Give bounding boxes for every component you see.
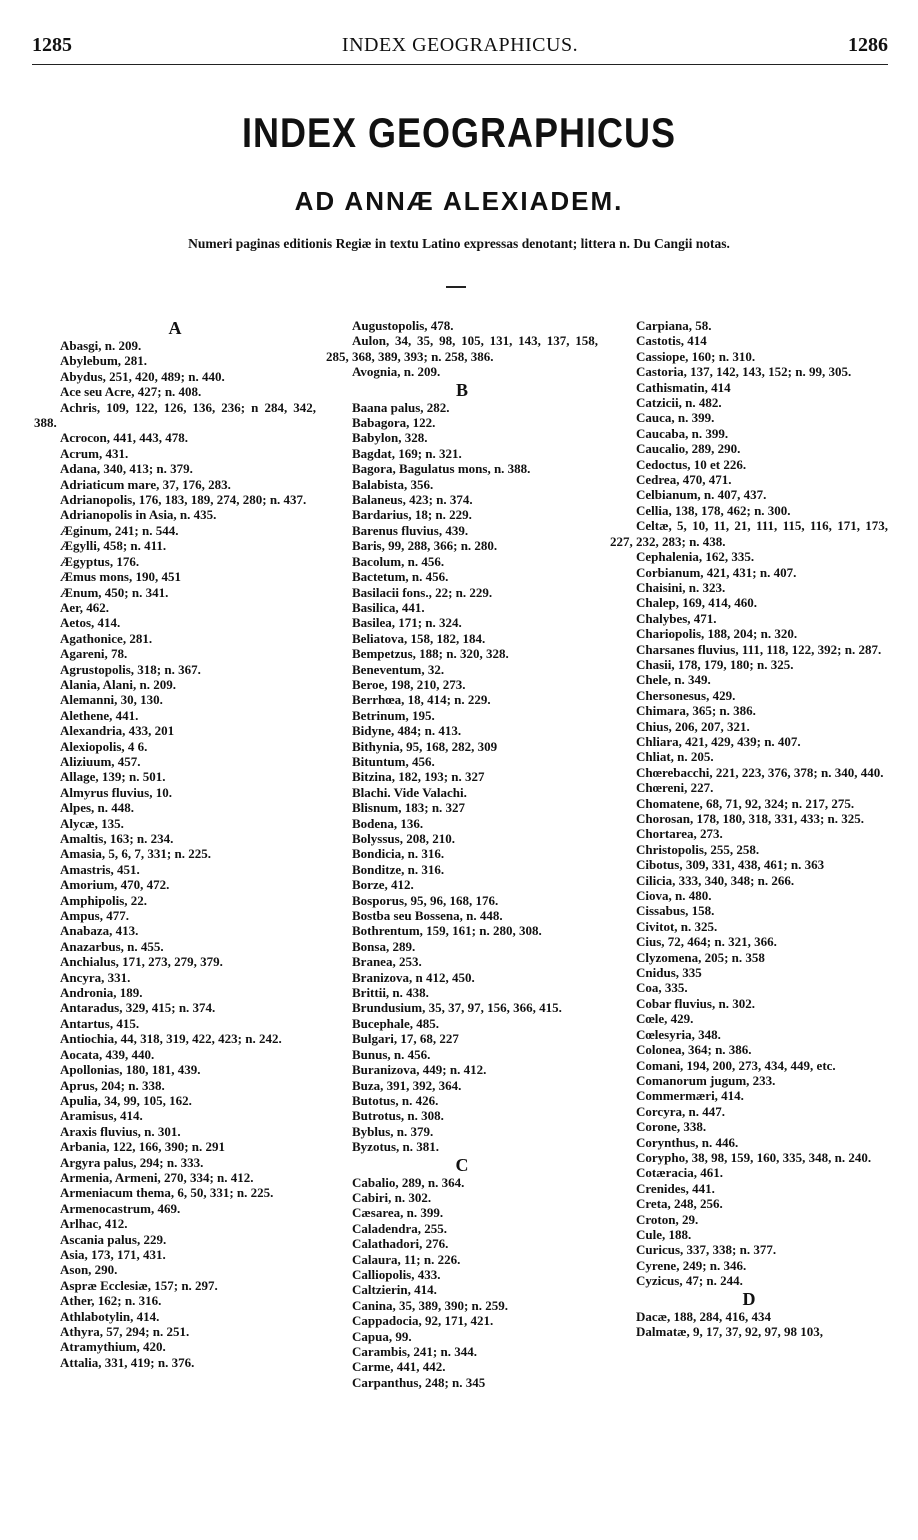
- index-entry: Bithynia, 95, 168, 282, 309: [352, 738, 498, 754]
- index-entry: Bagdat, 169; n. 321.: [352, 445, 462, 461]
- index-entry: Adrianopolis, 176, 183, 189, 274, 280; n. 437.: [60, 492, 307, 508]
- index-entry: Chius, 206, 207, 321.: [636, 718, 750, 734]
- index-entry: Chliat, n. 205.: [636, 749, 714, 765]
- index-entry: Arlhac, 412.: [60, 1216, 128, 1232]
- index-entry: Anazarbus, n. 455.: [60, 938, 164, 954]
- index-entry: Bunus, n. 456.: [352, 1046, 431, 1062]
- index-entry: Basilea, 171; n. 324.: [352, 615, 462, 631]
- index-entry: Cotæracia, 461.: [636, 1165, 724, 1181]
- index-entry: Chomatene, 68, 71, 92, 324; n. 217, 275.: [636, 795, 855, 811]
- index-entry: Caucalio, 289, 290.: [636, 441, 741, 457]
- index-entry: Attalia, 331, 419; n. 376.: [60, 1354, 195, 1370]
- index-entry: Castoria, 137, 142, 143, 152; n. 99, 305.: [636, 364, 852, 380]
- index-entry: Acrocon, 441, 443, 478.: [60, 430, 188, 446]
- index-entry: Ænum, 450; n. 341.: [60, 584, 169, 600]
- index-entry: Ægyptus, 176.: [60, 553, 140, 569]
- index-entry: Bempetzus, 188; n. 320, 328.: [352, 646, 509, 662]
- index-entry: Colonea, 364; n. 386.: [636, 1042, 752, 1058]
- index-entry: Andronia, 189.: [60, 985, 143, 1001]
- index-entry: Cabiri, n. 302.: [352, 1189, 432, 1205]
- index-entry: Anabaza, 413.: [60, 923, 139, 939]
- index-entry: Abasgi, n. 209.: [60, 338, 142, 353]
- index-entry: Alexandria, 433, 201: [60, 723, 175, 739]
- index-entry: Betrinum, 195.: [352, 707, 435, 723]
- index-entry: Baana palus, 282.: [352, 399, 450, 415]
- index-entry: Avognia, n. 209.: [352, 364, 441, 380]
- editorial-note: Numeri paginas editionis Regiæ in textu Latino expressas denotant; littera n. Du Cangii notas.: [188, 236, 730, 251]
- index-entry: Bolyssus, 208, 210.: [352, 831, 455, 846]
- page-number-left: 1285: [32, 34, 72, 56]
- index-entry: Alemanni, 30, 130.: [60, 692, 163, 708]
- index-entry: Ason, 290.: [60, 1262, 118, 1278]
- index-entry: Chimara, 365; n. 386.: [636, 703, 756, 719]
- index-entry: Butotus, n. 426.: [352, 1092, 439, 1108]
- index-entry: Bondicia, n. 316.: [352, 846, 445, 862]
- index-entry: Beneventum, 32.: [352, 661, 445, 677]
- index-entry: Coa, 335.: [636, 980, 688, 996]
- index-entry: Achris, 109, 122, 126, 136, 236; n 284, 342, 388.: [34, 399, 316, 431]
- index-entry: Buza, 391, 392, 364.: [352, 1077, 462, 1093]
- index-entry: Cyrene, 249; n. 346.: [636, 1257, 747, 1273]
- index-entry: Abydus, 251, 420, 489; n. 440.: [60, 368, 225, 384]
- index-entry: Amasia, 5, 6, 7, 331; n. 225.: [60, 846, 211, 862]
- index-entry: Cedrea, 470, 471.: [636, 472, 732, 488]
- index-entry: Aulon, 34, 35, 98, 105, 131, 143, 137, 158, 285, 368, 389, 393; n. 258, 386.: [326, 333, 598, 364]
- index-entry: Armenia, Armeni, 270, 334; n. 412.: [60, 1169, 254, 1185]
- index-entry: Branea, 253.: [352, 954, 422, 970]
- index-entry: Baris, 99, 288, 366; n. 280.: [352, 538, 498, 554]
- index-entry: Aetos, 414.: [60, 615, 121, 631]
- index-entry: Butrotus, n. 308.: [352, 1108, 444, 1124]
- index-entry: Curicus, 337, 338; n. 377.: [636, 1242, 777, 1258]
- index-entry: Brundusium, 35, 37, 97, 156, 366, 415.: [352, 1000, 562, 1016]
- header-rule: [32, 64, 888, 65]
- index-entry: Carpiana, 58.: [636, 318, 712, 333]
- index-entry: Clyzomena, 205; n. 358: [636, 949, 765, 965]
- index-entry: Catzicii, n. 482.: [636, 395, 722, 411]
- index-entry: Adriaticum mare, 37, 176, 283.: [60, 476, 231, 492]
- index-entry: Alycæ, 135.: [60, 815, 124, 831]
- index-entry: Chortarea, 273.: [636, 826, 723, 842]
- index-entry: Bactetum, n. 456.: [352, 569, 449, 585]
- index-entry: Bonsa, 289.: [352, 938, 416, 954]
- index-entry: Bodena, 136.: [352, 815, 424, 831]
- index-entry: Creta, 248, 256.: [636, 1196, 723, 1212]
- index-entry: Civitot, n. 325.: [636, 918, 718, 934]
- title-dash: [446, 286, 466, 288]
- index-entry: Basilacii fons., 22; n. 229.: [352, 584, 493, 600]
- index-entry: Cule, 188.: [636, 1226, 692, 1242]
- index-entry: Celtæ, 5, 10, 11, 21, 111, 115, 116, 171, 173, 227, 232, 283; n. 438.: [610, 518, 888, 549]
- index-entry: Corcyra, n. 447.: [636, 1103, 725, 1119]
- index-entry: Bonditze, n. 316.: [352, 861, 445, 877]
- index-entry: Cauca, n. 399.: [636, 410, 715, 426]
- index-entry: Ancyra, 331.: [60, 969, 131, 985]
- index-entry: Chliara, 421, 429, 439; n. 407.: [636, 733, 801, 749]
- index-entry: Corynthus, n. 446.: [636, 1134, 739, 1150]
- index-entry: Cabalio, 289, n. 364.: [352, 1174, 465, 1190]
- index-entry: Buranizova, 449; n. 412.: [352, 1062, 487, 1078]
- index-entry: Ciova, n. 480.: [636, 888, 712, 904]
- index-entry: Amaltis, 163; n. 234.: [60, 831, 174, 846]
- page-subtitle: AD ANNÆ ALEXIADEM.: [294, 186, 624, 216]
- index-entry: Ægylli, 458; n. 411.: [60, 538, 167, 554]
- index-entry: Araxis fluvius, n. 301.: [60, 1123, 181, 1139]
- index-entry: Capua, 99.: [352, 1328, 412, 1344]
- index-entry: Agrustopolis, 318; n. 367.: [60, 661, 201, 677]
- index-entry: Babylon, 328.: [352, 430, 428, 446]
- index-entry: Allage, 139; n. 501.: [60, 769, 166, 785]
- index-entry: Amphipolis, 22.: [60, 892, 148, 908]
- page-number-right: 1286: [848, 34, 888, 56]
- index-entry: Bituntum, 456.: [352, 753, 435, 769]
- index-entry: Argyra palus, 294; n. 333.: [60, 1154, 204, 1170]
- index-entry: Chasii, 178, 179, 180; n. 325.: [636, 656, 794, 672]
- index-entry: Chalep, 169, 414, 460.: [636, 595, 757, 611]
- index-entry: Anchialus, 171, 273, 279, 379.: [60, 954, 223, 970]
- index-entry: Caucaba, n. 399.: [636, 425, 729, 441]
- index-entry: Aprus, 204; n. 338.: [60, 1077, 165, 1093]
- index-entry: Aliziuum, 457.: [60, 753, 141, 769]
- index-entry: Bosporus, 95, 96, 168, 176.: [352, 892, 499, 908]
- index-entry: Byblus, n. 379.: [352, 1123, 434, 1139]
- index-entry: Cibotus, 309, 331, 438, 461; n. 363: [636, 857, 825, 873]
- index-entry: Cœlesyria, 348.: [636, 1026, 721, 1042]
- index-entry: Apulia, 34, 99, 105, 162.: [60, 1092, 192, 1108]
- index-entry: Cappadocia, 92, 171, 421.: [352, 1313, 494, 1329]
- index-column-1: [34, 318, 316, 1370]
- index-entry: Agareni, 78.: [60, 646, 128, 662]
- index-entry: Antiochia, 44, 318, 319, 422, 423; n. 242.: [60, 1031, 282, 1047]
- index-entry: Athlabotylin, 414.: [60, 1308, 160, 1324]
- index-entry: Æmus mons, 190, 451: [60, 569, 181, 585]
- page-title: INDEX GEOGRAPHICUS: [241, 108, 677, 156]
- running-title: INDEX GEOGRAPHICUS.: [341, 34, 579, 56]
- index-entry: Adrianopolis in Asia, n. 435.: [60, 507, 217, 523]
- index-entry: Cilicia, 333, 340, 348; n. 266.: [636, 872, 795, 888]
- index-entry: Celbianum, n. 407, 437.: [636, 487, 767, 503]
- index-entry: Carme, 441, 442.: [352, 1359, 446, 1375]
- index-entry: Barenus fluvius, 439.: [352, 522, 469, 538]
- index-entry: Aspræ Ecclesiæ, 157; n. 297.: [60, 1277, 218, 1293]
- index-entry: Alpes, n. 448.: [60, 800, 135, 816]
- index-entry: Bardarius, 18; n. 229.: [352, 507, 472, 523]
- index-entry: Basilica, 441.: [352, 599, 425, 615]
- index-entry: Comani, 194, 200, 273, 434, 449, etc.: [636, 1057, 836, 1073]
- index-column-2: [326, 318, 598, 1390]
- index-entry: Atramythium, 420.: [60, 1339, 166, 1355]
- index-column-3: [610, 318, 888, 1339]
- index-entry: Crenides, 441.: [636, 1180, 715, 1196]
- index-entry: Bulgari, 17, 68, 227: [352, 1031, 459, 1047]
- index-entry: Corbianum, 421, 431; n. 407.: [636, 564, 797, 580]
- index-entry: Adana, 340, 413; n. 379.: [60, 461, 193, 477]
- index-entry: Chœreni, 227.: [636, 780, 714, 796]
- index-entry: Chariopolis, 188, 204; n. 320.: [636, 626, 798, 642]
- index-entry: Cyzicus, 47; n. 244.: [636, 1273, 743, 1289]
- index-entry: Æginum, 241; n. 544.: [60, 522, 179, 538]
- index-entry: Caladendra, 255.: [352, 1220, 447, 1236]
- index-entry: Balaneus, 423; n. 374.: [352, 492, 473, 508]
- index-entry: Carambis, 241; n. 344.: [352, 1344, 477, 1359]
- index-entry: Comanorum jugum, 233.: [636, 1072, 776, 1088]
- index-entry: Canina, 35, 389, 390; n. 259.: [352, 1297, 509, 1313]
- index-entry: Chersonesus, 429.: [636, 687, 736, 703]
- index-entry: Corone, 338.: [636, 1119, 707, 1135]
- index-entry: Aocata, 439, 440.: [60, 1046, 155, 1062]
- index-entry: Cissabus, 158.: [636, 903, 715, 919]
- index-entry: Alethene, 441.: [60, 707, 139, 723]
- index-entry: Chele, n. 349.: [636, 672, 711, 688]
- index-entry: Cius, 72, 464; n. 321, 366.: [636, 934, 777, 950]
- index-entry: Berrhœa, 18, 414; n. 229.: [352, 692, 491, 708]
- index-entry: Antartus, 415.: [60, 1015, 140, 1031]
- index-entry: Ampus, 477.: [60, 908, 129, 924]
- index-entry: Cathismatin, 414: [636, 379, 731, 395]
- index-entry: Bostba seu Bossena, n. 448.: [352, 908, 503, 924]
- index-entry: Chœrebacchi, 221, 223, 376, 378; n. 340, 440.: [636, 764, 884, 780]
- index-entry: Brittii, n. 438.: [352, 985, 429, 1001]
- index-entry: Christopolis, 255, 258.: [636, 841, 760, 857]
- index-entry: Balabista, 356.: [352, 476, 434, 492]
- index-entry: Bucephale, 485.: [352, 1015, 440, 1031]
- index-entry: Bitzina, 182, 193; n. 327: [352, 769, 485, 785]
- section-letter: A: [168, 318, 182, 338]
- index-entry: Amastris, 451.: [60, 861, 140, 877]
- index-entry: Aramisus, 414.: [60, 1108, 143, 1124]
- index-entry: Augustopolis, 478.: [352, 318, 454, 333]
- index-entry: Alexiopolis, 4 6.: [60, 738, 148, 754]
- index-entry: Bagora, Bagulatus mons, n. 388.: [352, 461, 531, 477]
- section-letter: B: [455, 379, 468, 400]
- index-entry: Borze, 412.: [352, 877, 414, 893]
- index-entry: Aer, 462.: [60, 599, 109, 615]
- index-entry: Alania, Alani, n. 209.: [60, 676, 176, 692]
- index-entry: Blachi. Vide Valachi.: [352, 784, 467, 800]
- index-entry: Carpanthus, 248; n. 345: [352, 1374, 486, 1390]
- index-entry: Cellia, 138, 178, 462; n. 300.: [636, 502, 791, 518]
- index-entry: Cœle, 429.: [636, 1011, 694, 1027]
- index-entry: Ather, 162; n. 316.: [60, 1293, 162, 1309]
- index-entry: Apollonias, 180, 181, 439.: [60, 1062, 201, 1078]
- index-entry: Dacæ, 188, 284, 416, 434: [636, 1308, 772, 1324]
- index-entry: Armeniacum thema, 6, 50, 331; n. 225.: [60, 1185, 274, 1201]
- index-entry: Dalmatæ, 9, 17, 37, 92, 97, 98 103,: [636, 1324, 824, 1339]
- index-entry: Bidyne, 484; n. 413.: [352, 723, 462, 739]
- index-entry: Cassiope, 160; n. 310.: [636, 348, 756, 364]
- index-entry: Chorosan, 178, 180, 318, 331, 433; n. 325.: [636, 811, 865, 826]
- index-entry: Croton, 29.: [636, 1211, 699, 1227]
- index-entry: Ace seu Acre, 427; n. 408.: [60, 384, 202, 400]
- index-entry: Cnidus, 335: [636, 965, 702, 981]
- index-entry: Charsanes fluvius, 111, 118, 122, 392; n. 287.: [636, 641, 882, 657]
- section-letter: C: [455, 1154, 469, 1175]
- section-letter: D: [742, 1288, 756, 1309]
- index-entry: Cedoctus, 10 et 226.: [636, 456, 747, 472]
- index-entry: Blisnum, 183; n. 327: [352, 800, 466, 816]
- index-entry: Caltzierin, 414.: [352, 1282, 437, 1298]
- index-entry: Branizova, n 412, 450.: [352, 969, 475, 985]
- index-entry: Ascania palus, 229.: [60, 1231, 167, 1247]
- index-entry: Amorium, 470, 472.: [60, 877, 170, 893]
- index-entry: Armenocastrum, 469.: [60, 1200, 181, 1216]
- index-entry: Calathadori, 276.: [352, 1236, 449, 1252]
- index-entry: Commermæri, 414.: [636, 1088, 744, 1104]
- index-entry: Abylebum, 281.: [60, 353, 148, 369]
- index-entry: Calaura, 11; n. 226.: [352, 1251, 461, 1267]
- index-entry: Beroe, 198, 210, 273.: [352, 676, 466, 692]
- index-entry: Calliopolis, 433.: [352, 1266, 441, 1282]
- index-entry: Cæsarea, n. 399.: [352, 1205, 444, 1221]
- index-entry: Bacolum, n. 456.: [352, 553, 445, 569]
- index-entry: Chaisini, n. 323.: [636, 579, 726, 595]
- index-entry: Corypho, 38, 98, 159, 160, 335, 348, n. 240.: [636, 1149, 872, 1165]
- index-entry: Agathonice, 281.: [60, 630, 153, 646]
- index-entry: Bothrentum, 159, 161; n. 280, 308.: [352, 923, 542, 939]
- index-entry: Almyrus fluvius, 10.: [60, 784, 172, 800]
- running-header: [32, 34, 888, 62]
- index-entry: Asia, 173, 171, 431.: [60, 1246, 166, 1262]
- index-entry: Antaradus, 329, 415; n. 374.: [60, 1000, 216, 1016]
- index-entry: Arbania, 122, 166, 390; n. 291: [60, 1139, 226, 1155]
- index-entry: Babagora, 122.: [352, 415, 436, 431]
- index-entry: Acrum, 431.: [60, 445, 129, 461]
- index-entry: Castotis, 414: [636, 333, 707, 349]
- index-entry: Cephalenia, 162, 335.: [636, 549, 755, 565]
- index-entry: Athyra, 57, 294; n. 251.: [60, 1324, 190, 1339]
- index-entry: Cobar fluvius, n. 302.: [636, 995, 755, 1011]
- index-entry: Byzotus, n. 381.: [352, 1139, 440, 1155]
- index-entry: Chalybes, 471.: [636, 610, 717, 626]
- index-entry: Beliatova, 158, 182, 184.: [352, 630, 486, 646]
